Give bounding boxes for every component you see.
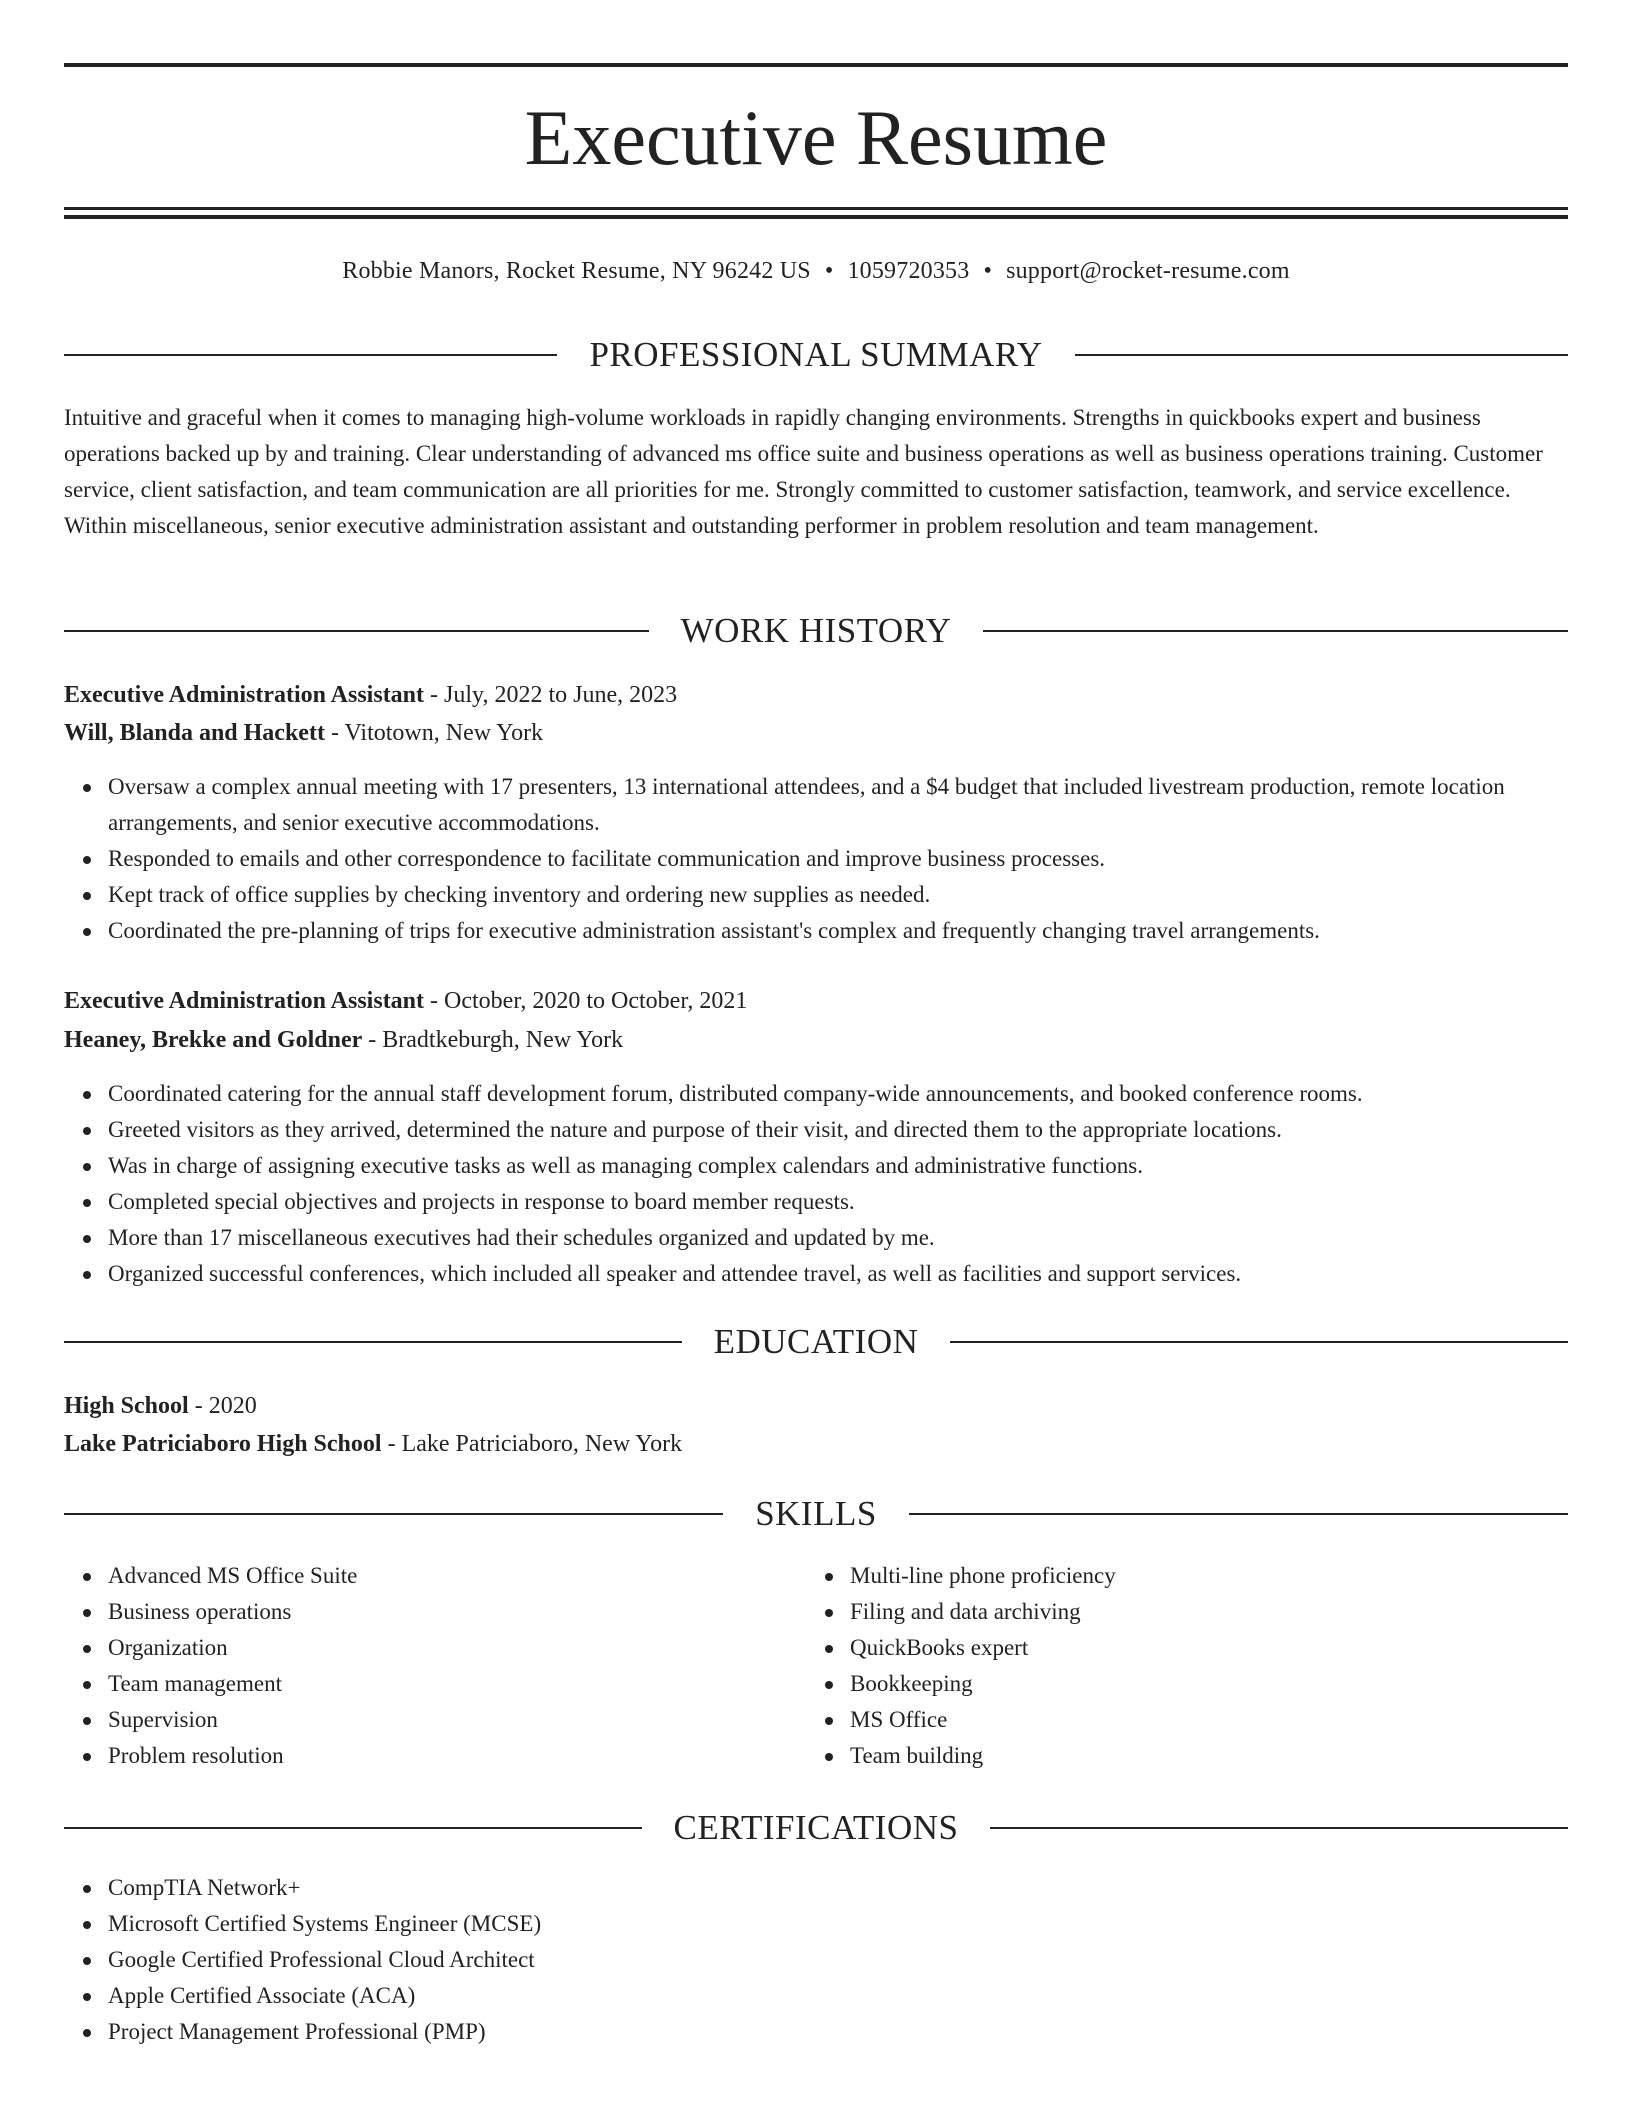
resume-title: Executive Resume (524, 94, 1108, 181)
job-company-line (64, 715, 1568, 751)
section-heading-work (64, 609, 1568, 653)
job-title: Executive Administration Assistant (64, 988, 425, 1014)
job-location: - Bradtkeburgh, New York (368, 1027, 624, 1053)
list-item: Team building (850, 1738, 1632, 1774)
job-company: Will, Blanda and Hackett (64, 720, 325, 746)
heading-rule (64, 354, 557, 356)
bullet-separator: • (983, 258, 993, 284)
contact-address: Robbie Manors, Rocket Resume, NY 96242 US (342, 258, 811, 284)
heading-rule (64, 1341, 682, 1343)
list-item: Completed special objectives and projects in response to board member requests. (108, 1184, 1568, 1220)
list-item: Kept track of office supplies by checking inventory and ordering new supplies as needed. (108, 877, 1568, 913)
contact-email: support@rocket-resume.com (1006, 258, 1290, 284)
section-title: CERTIFICATIONS (673, 1808, 959, 1847)
list-item: Bookkeeping (850, 1666, 1632, 1702)
job-dates: - July, 2022 to June, 2023 (430, 682, 678, 708)
job-title-line (64, 983, 1568, 1019)
section-heading-summary (64, 333, 1568, 377)
job-dates: - October, 2020 to October, 2021 (430, 988, 748, 1014)
heading-rule (983, 630, 1568, 632)
education-location: - Lake Patriciaboro, New York (387, 1431, 683, 1457)
contact-phone: 1059720353 (847, 258, 970, 284)
list-item: Problem resolution (108, 1738, 1568, 1774)
heading-rule (1075, 354, 1568, 356)
job-duties-list (64, 769, 1568, 949)
heading-rule (64, 630, 649, 632)
education-school: Lake Patriciaboro High School (64, 1431, 382, 1457)
list-item: Coordinated catering for the annual staff development forum, distributed company-wide announcements, and booked conference rooms. (108, 1076, 1568, 1112)
list-item: Was in charge of assigning executive tasks as well as managing complex calendars and administrative functions. (108, 1148, 1568, 1184)
section-title: SKILLS (755, 1494, 877, 1533)
education-school-line (64, 1426, 1568, 1462)
certifications-list (64, 1870, 1568, 2050)
list-item: Project Management Professional (PMP) (108, 2014, 1568, 2050)
list-item: Microsoft Certified Systems Engineer (MCSE) (108, 1906, 1568, 1942)
bullet-separator: • (824, 258, 834, 284)
summary-text: Intuitive and graceful when it comes to managing high-volume workloads in rapidly changing environments. Strengths in quickbooks expert and business operations backed up by and training. Clear understanding of advanced ms office suite and business operations as well as business operations training. Customer service, client satisfaction, and team communication are all priorities for me. Strongly committed to customer satisfaction, teamwork, and service excellence. Within miscellaneous, senior executive administration assistant and outstanding performer in problem resolution and team management. (64, 405, 1543, 538)
section-heading-education (64, 1320, 1568, 1364)
list-item: Business operations (108, 1594, 1568, 1630)
heading-rule (64, 1513, 723, 1515)
list-item: Oversaw a complex annual meeting with 17 presenters, 13 international attendees, and a $4 budget that included livestream production, remote location arrangements, and senior executive accommodations. (108, 769, 1568, 841)
education-degree: High School (64, 1393, 189, 1419)
section-heading-certifications (64, 1806, 1568, 1850)
list-item: Supervision (108, 1702, 1568, 1738)
top-rule (64, 63, 1568, 67)
skills-list-right (806, 1558, 1632, 1774)
job-duties-list (64, 1076, 1568, 1292)
list-item: Advanced MS Office Suite (108, 1558, 1568, 1594)
heading-rule (990, 1827, 1568, 1829)
list-item: Greeted visitors as they arrived, determined the nature and purpose of their visit, and directed them to the appropriate locations. (108, 1112, 1568, 1148)
heading-rule (950, 1341, 1568, 1343)
list-item: QuickBooks expert (850, 1630, 1632, 1666)
list-item: Google Certified Professional Cloud Architect (108, 1942, 1568, 1978)
job-company-line (64, 1022, 1568, 1058)
list-item: Apple Certified Associate (ACA) (108, 1978, 1568, 2014)
list-item: Team management (108, 1666, 1568, 1702)
section-title: WORK HISTORY (680, 611, 952, 650)
list-item: MS Office (850, 1702, 1632, 1738)
list-item: Filing and data archiving (850, 1594, 1632, 1630)
education-degree-line (64, 1388, 1568, 1424)
list-item: Organized successful conferences, which included all speaker and attendee travel, as well as facilities and support services. (108, 1256, 1568, 1292)
contact-line (64, 254, 1568, 288)
job-location: - Vitotown, New York (330, 720, 544, 746)
title-double-rule (64, 207, 1568, 219)
education-year: - 2020 (194, 1393, 257, 1419)
heading-rule (909, 1513, 1568, 1515)
list-item: Coordinated the pre-planning of trips for executive administration assistant's complex and frequently changing travel arrangements. (108, 913, 1568, 949)
list-item: Multi-line phone proficiency (850, 1558, 1632, 1594)
section-title: EDUCATION (713, 1322, 919, 1361)
job-title-line (64, 677, 1568, 713)
list-item: Organization (108, 1630, 1568, 1666)
section-title: PROFESSIONAL SUMMARY (589, 335, 1043, 374)
list-item: More than 17 miscellaneous executives had their schedules organized and updated by me. (108, 1220, 1568, 1256)
list-item: CompTIA Network+ (108, 1870, 1568, 1906)
list-item: Responded to emails and other correspondence to facilitate communication and improve business processes. (108, 841, 1568, 877)
job-company: Heaney, Brekke and Goldner (64, 1027, 363, 1053)
heading-rule (64, 1827, 642, 1829)
job-title: Executive Administration Assistant (64, 682, 425, 708)
section-heading-skills (64, 1492, 1568, 1536)
